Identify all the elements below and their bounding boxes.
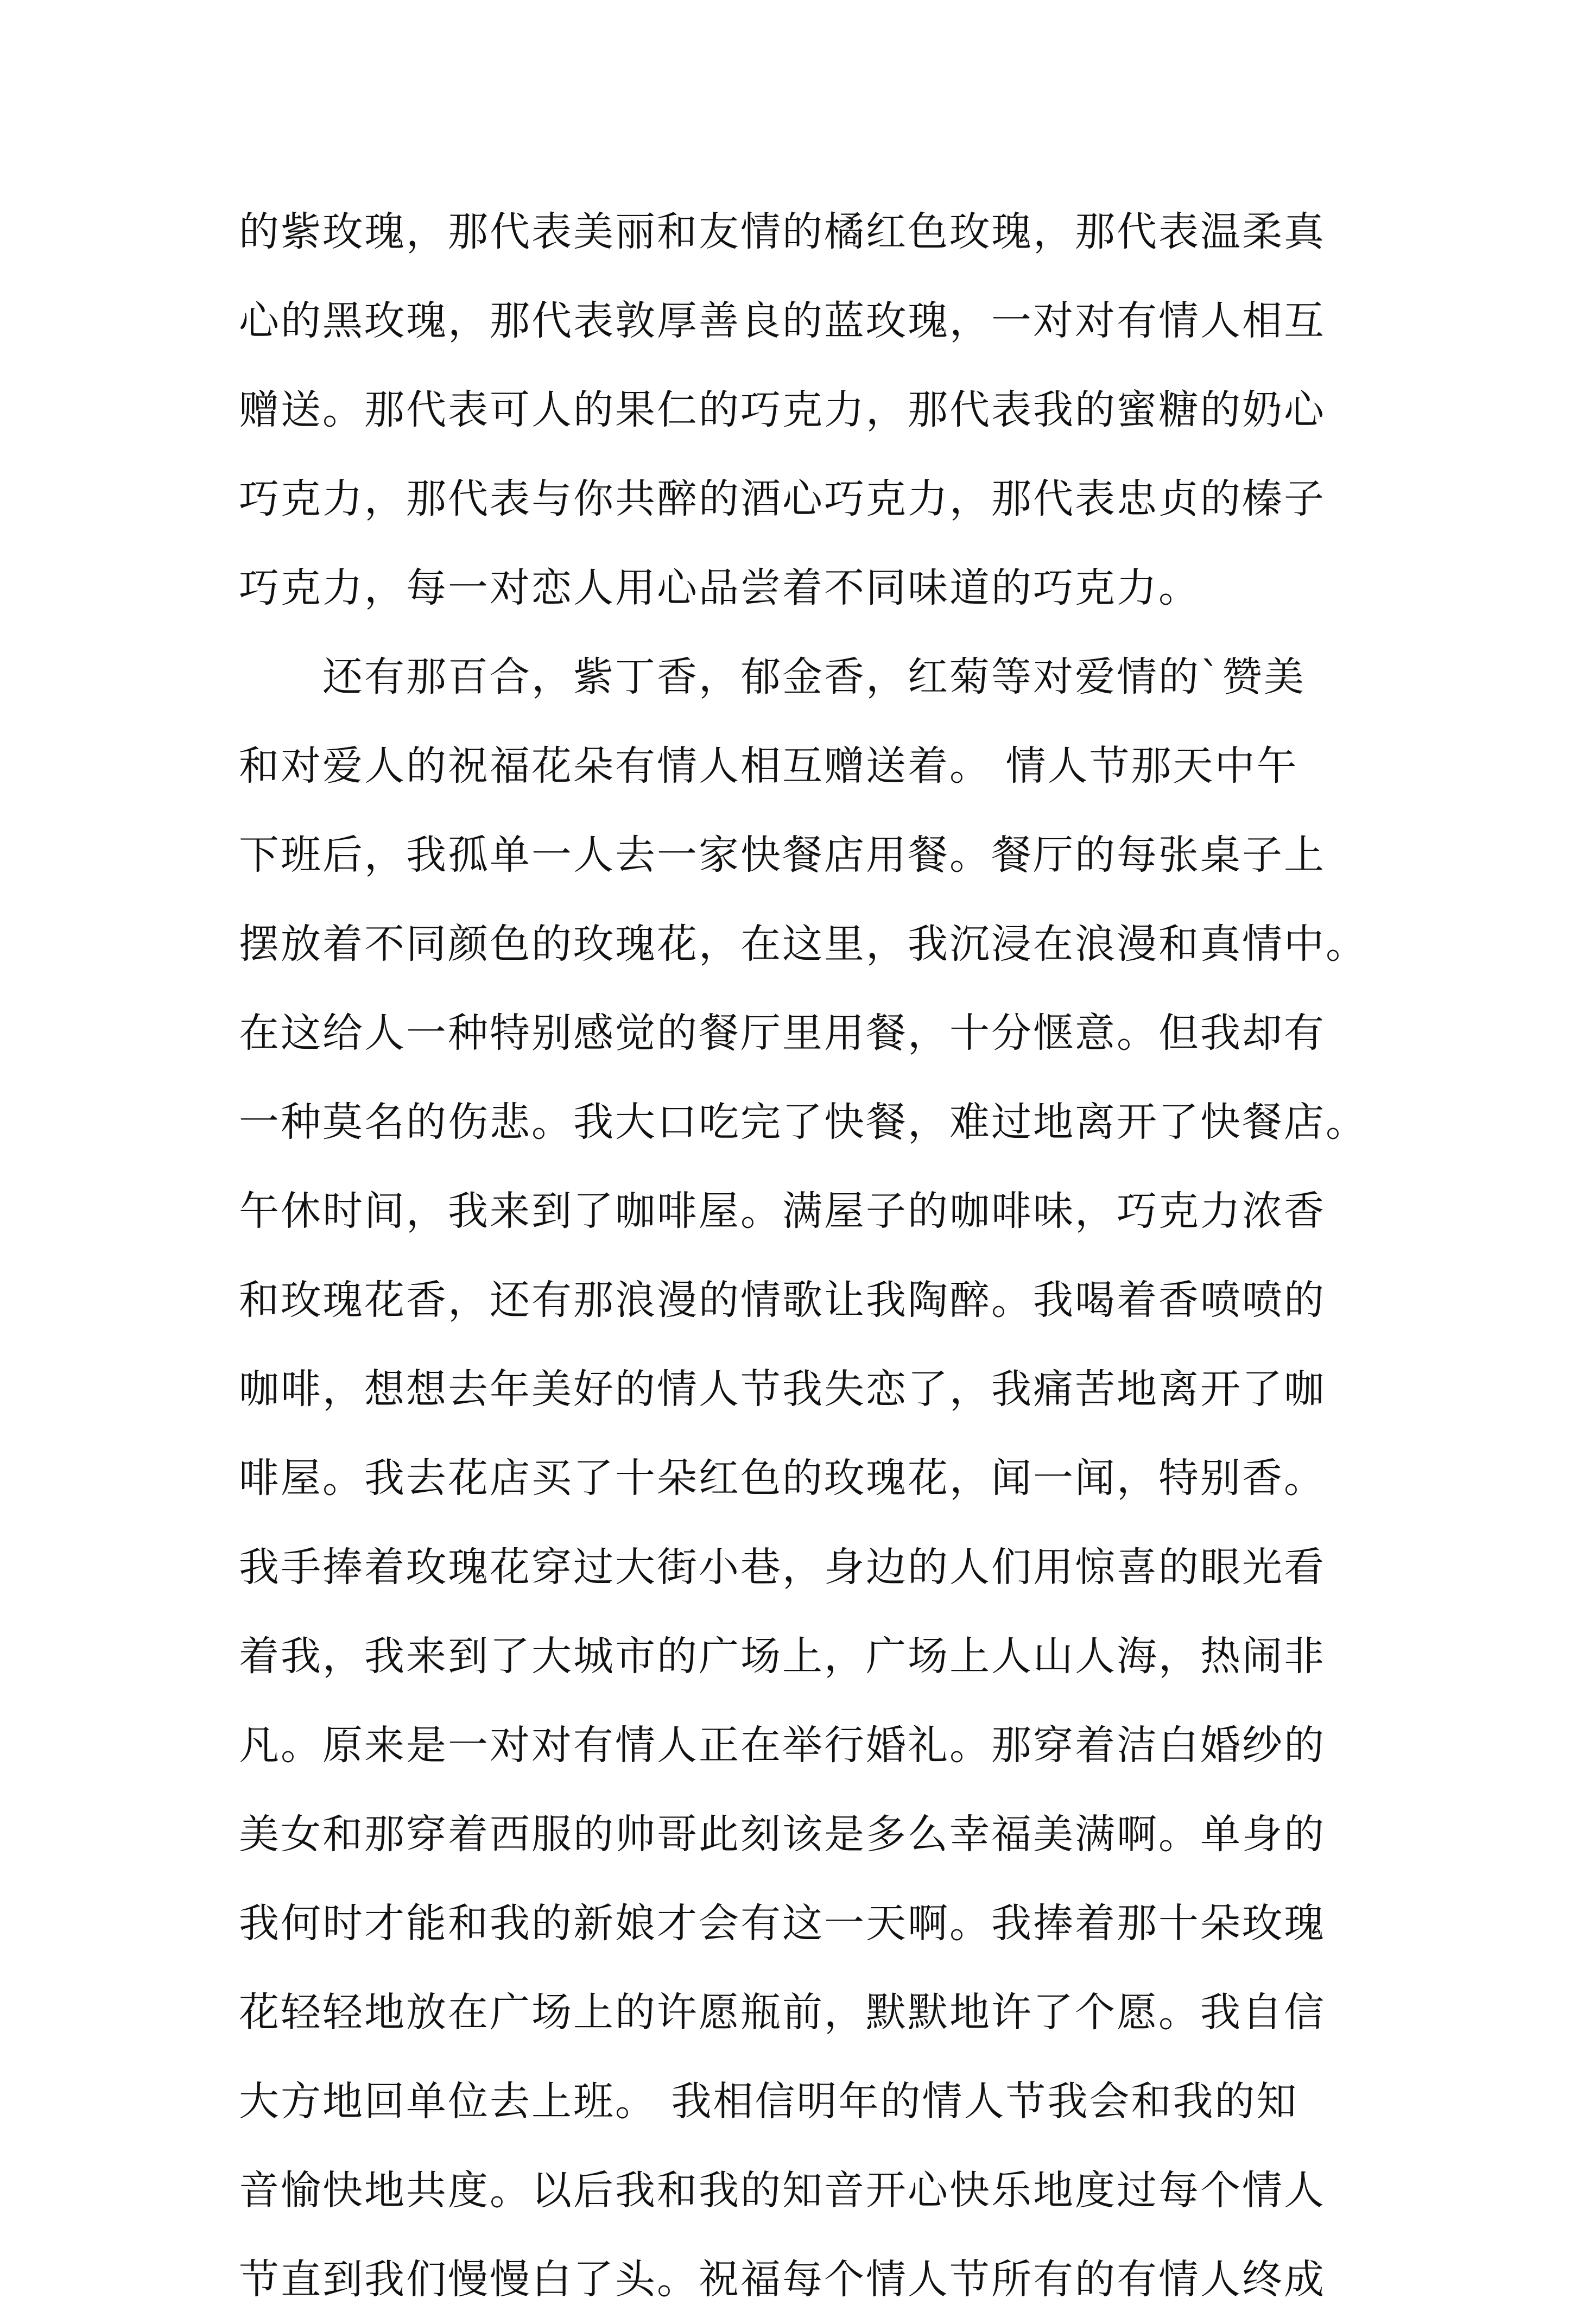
text-line: 摆放着不同颜色的玫瑰花，在这里，我沉浸在浪漫和真情中。: [239, 921, 1367, 967]
text-line: 着我，我来到了大城市的广场上，广场上人山人海，热闹非: [239, 1633, 1326, 1680]
text-line: 的紫玫瑰，那代表美丽和友情的橘红色玫瑰，那代表温柔真: [239, 208, 1326, 255]
text-line: 在这给人一种特别感觉的餐厅里用餐，十分惬意。但我却有: [239, 1010, 1326, 1056]
text-line: 还有那百合，紫丁香，郁金香，红菊等对爱情的`赞美: [239, 654, 1306, 700]
text-line: 大方地回单位去上班。 我相信明年的情人节我会和我的知: [239, 2078, 1298, 2125]
text-line: 巧克力，那代表与你共醉的酒心巧克力，那代表忠贞的榛子: [239, 476, 1326, 522]
text-line: 我手捧着玫瑰花穿过大街小巷，身边的人们用惊喜的眼光看: [239, 1544, 1326, 1591]
text-line: 美女和那穿着西服的帅哥此刻该是多么幸福美满啊。单身的: [239, 1811, 1326, 1858]
text-line: 一种莫名的伤悲。我大口吃完了快餐，难过地离开了快餐店。: [239, 1099, 1367, 1145]
text-line: 和玫瑰花香，还有那浪漫的情歌让我陶醉。我喝着香喷喷的: [239, 1277, 1326, 1324]
text-line: 音愉快地共度。以后我和我的知音开心快乐地度过每个情人: [239, 2167, 1326, 2214]
body-text: [239, 187, 1367, 2324]
text-line: 啡屋。我去花店买了十朵红色的玫瑰花，闻一闻，特别香。: [239, 1455, 1326, 1502]
text-line: 午休时间，我来到了咖啡屋。满屋子的咖啡味，巧克力浓香: [239, 1188, 1326, 1234]
text-line: 心的黑玫瑰，那代表敦厚善良的蓝玫瑰，一对对有情人相互: [239, 297, 1326, 344]
text-line: 花轻轻地放在广场上的许愿瓶前，默默地许了个愿。我自信: [239, 1989, 1326, 2036]
text-line: 咖啡，想想去年美好的情人节我失恋了，我痛苦地离开了咖: [239, 1366, 1326, 1413]
text-line: 我何时才能和我的新娘才会有这一天啊。我捧着那十朵玫瑰: [239, 1900, 1326, 1947]
text-line: 赠送。那代表可人的果仁的巧克力，那代表我的蜜糖的奶心: [239, 387, 1326, 433]
text-line: 节直到我们慢慢白了头。祝福每个情人节所有的有情人终成: [239, 2256, 1326, 2303]
text-line: 和对爱人的祝福花朵有情人相互赠送着。 情人节那天中午: [239, 743, 1298, 789]
text-line: 凡。原来是一对对有情人正在举行婚礼。那穿着洁白婚纱的: [239, 1722, 1326, 1769]
text-line: 巧克力，每一对恋人用心品尝着不同味道的巧克力。: [239, 565, 1200, 611]
text-line: 下班后，我孤单一人去一家快餐店用餐。餐厅的每张桌子上: [239, 832, 1326, 878]
